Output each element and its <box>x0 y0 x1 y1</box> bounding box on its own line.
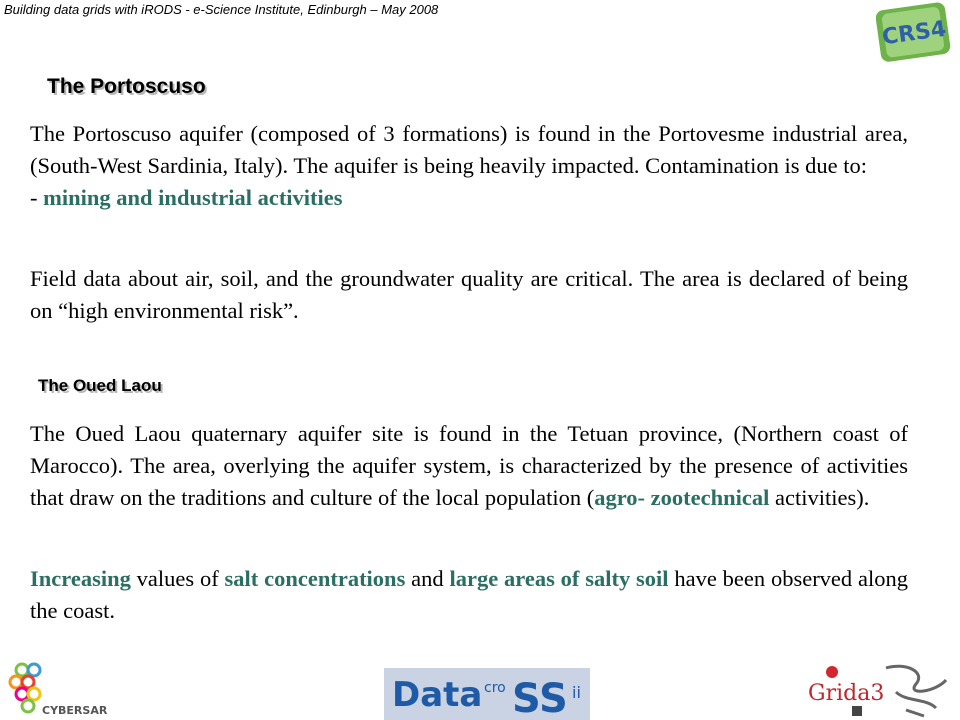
cybersar-logo <box>8 660 118 718</box>
salt-paragraph <box>30 563 908 627</box>
increasing-highlight: Increasing <box>30 566 131 591</box>
bullet-prefix: - <box>30 185 44 210</box>
salt-highlight: salt concentrations <box>224 566 406 591</box>
oued-laou-text-a: The Oued Laou quaternary aquifer site is found in the Tetuan province, (Northern coast of Marocco). The area, overlying the aquifer system, is characterized by the presence of activities that draw on the traditions and culture of the local population ( <box>30 421 908 510</box>
section-title-portoscuso: The Portoscuso <box>47 75 206 98</box>
oued-laou-text-b: activities). <box>769 485 870 510</box>
svg-text:cro: cro <box>484 680 506 696</box>
salt-text-3: have been observed along the coast. <box>30 566 908 623</box>
portoscuso-paragraph <box>30 118 908 214</box>
svg-text:Grida3: Grida3 <box>808 681 885 706</box>
salty-soil-highlight: large areas of salty soil <box>449 566 669 591</box>
contamination-cause: mining and industrial activities <box>43 185 343 210</box>
salt-text-2: and <box>405 566 450 591</box>
salt-text-1: values of <box>130 566 225 591</box>
portoscuso-intro: The Portoscuso aquifer (composed of 3 formations) is found in the Portovesme industrial area, (South-West Sardinia, Italy). The aquifer is being heavily impacted. Contamination is due to: <box>30 121 908 178</box>
oued-laou-paragraph <box>30 418 908 514</box>
crs4-logo <box>876 2 952 62</box>
svg-text:Data: Data <box>392 675 483 715</box>
svg-text:CYBERSAR: CYBERSAR <box>42 704 108 717</box>
portoscuso-field-data: Field data about air, soil, and the groundwater quality are critical. The area is declared of being on “high environmental risk”. <box>30 266 908 323</box>
datacross-logo <box>384 668 590 720</box>
svg-text:SS: SS <box>512 676 568 720</box>
grida3-logo <box>806 662 956 720</box>
svg-text:CRS4: CRS4 <box>880 16 948 51</box>
svg-text:ii: ii <box>572 683 581 702</box>
slide-header: Building data grids with iRODS - e-Science Institute, Edinburgh – May 2008 <box>4 2 439 17</box>
section-title-oued-laou: The Oued Laou <box>38 376 162 395</box>
agro-highlight: agro- zootechnical <box>594 485 770 510</box>
